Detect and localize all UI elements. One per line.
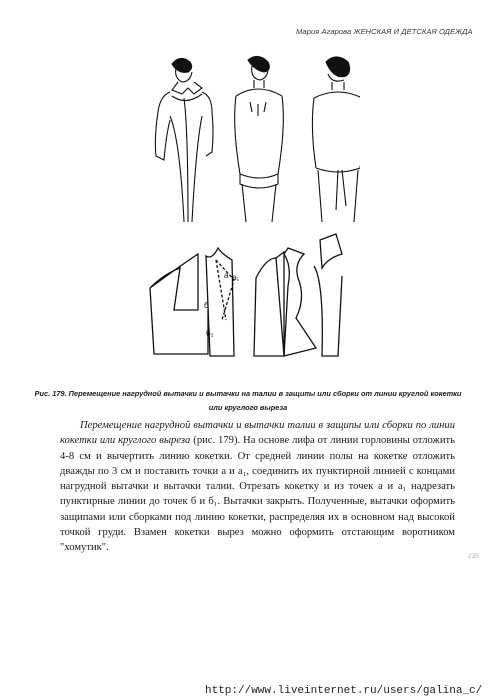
pattern-front-right xyxy=(284,234,342,356)
body-paragraph xyxy=(60,418,455,556)
page-number: 235 xyxy=(468,553,479,560)
body-italic-lead: Перемещение нагрудной вытачки и вытачки талии в защипы или сборки по линии кокетки или круглого выреза xyxy=(60,420,455,447)
figure-blouse xyxy=(235,56,284,222)
pattern-back xyxy=(150,254,208,354)
label-a: a xyxy=(224,271,229,280)
figure-dress-back xyxy=(312,57,360,222)
pattern-back-right xyxy=(254,252,284,356)
figure-dress-collar xyxy=(155,58,213,222)
body-text: (рис. 179). На основе лифа от линии горловины отложить 4-8 см и вычертить линию кокетки. От средней линии полы на кокетке отложить дважды по 3 см и поставить точки а и а₁, соединить их пунктирной линией с концами нагрудной вытачки и вытачки талии. Отрезать кокетку и из точек а и а₁ надрезать пунктирные линии до точек б и б₁. Вытачки закрыть. Полученные, вытачки оформить защипами или сборками под линию кокетки, распределяя их в основном над высокой точкой груди. Взамен кокетки вырез можно оформить отстающим воротником "хомутик". xyxy=(60,435,455,554)
pattern-drafts xyxy=(140,228,360,378)
figure-caption: Рис. 179. Перемещение нагрудной вытачки и вытачки на талии в защипы или сборки от линии круглой кокетки или круглого выреза xyxy=(34,389,462,412)
garment-illustrations xyxy=(150,52,360,224)
pattern-front xyxy=(204,248,239,356)
label-b1: б₂ xyxy=(206,329,214,338)
source-url-watermark: http://www.liveinternet.ru/users/galina_c/ xyxy=(205,685,483,697)
label-a1: a₁ xyxy=(232,273,240,282)
running-header: Мария Агарова ЖЕНСКАЯ И ДЕТСКАЯ ОДЕЖДА xyxy=(296,27,473,36)
label-b: б xyxy=(204,301,209,310)
